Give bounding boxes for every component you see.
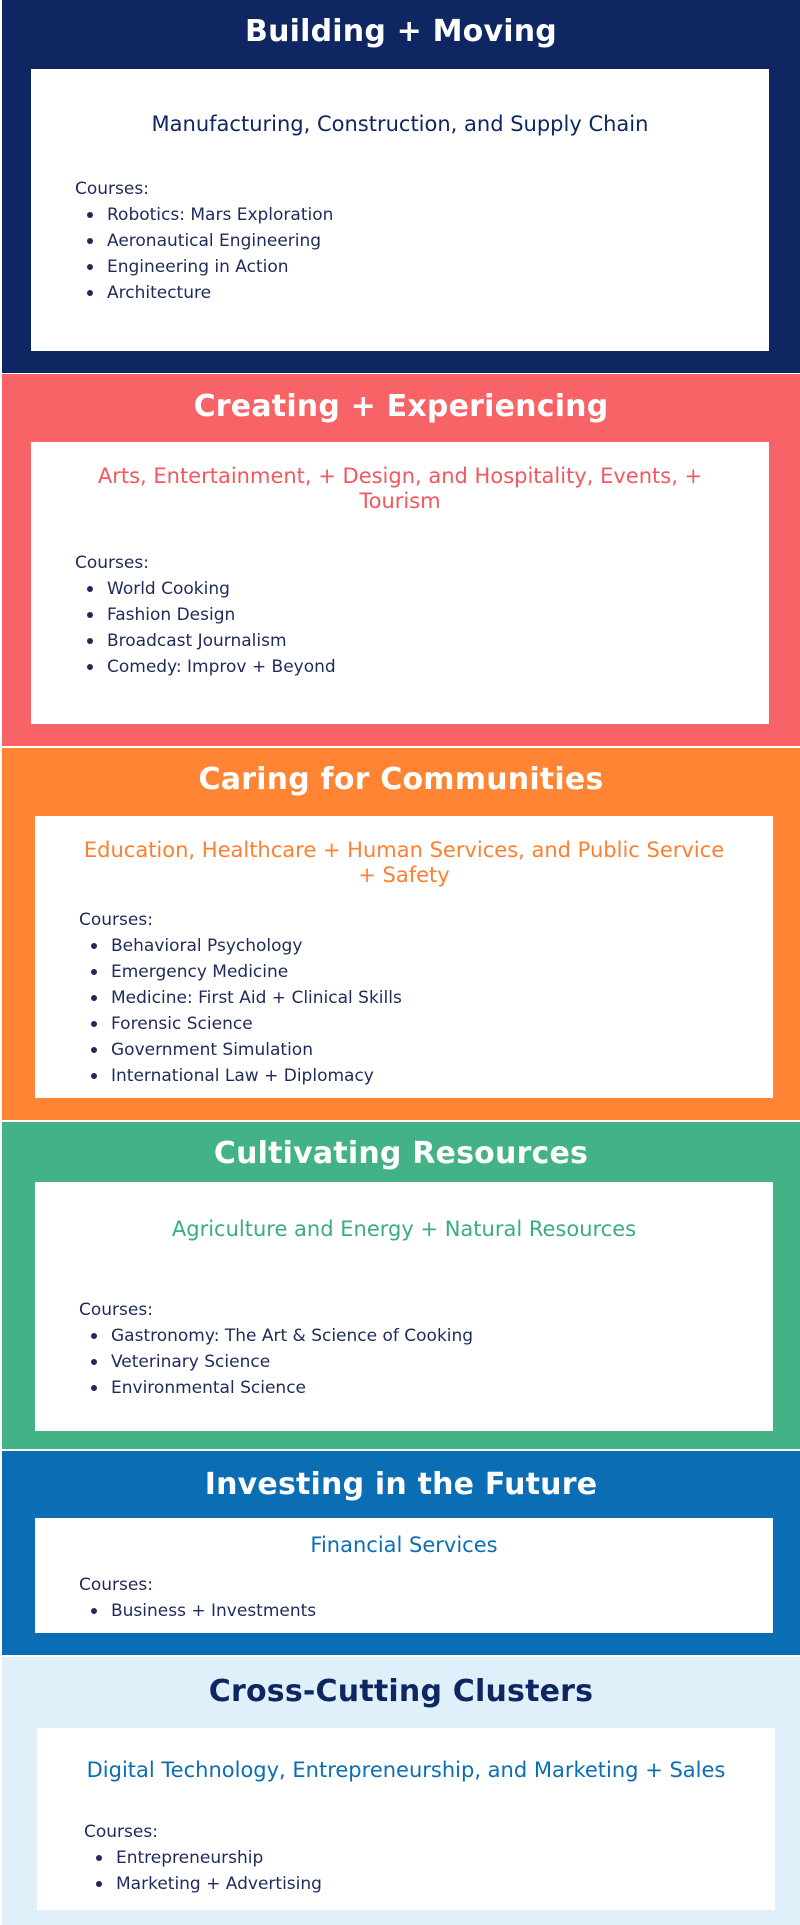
bullet-icon	[87, 586, 93, 592]
bullet-icon	[91, 995, 97, 1001]
bullet-icon	[87, 638, 93, 644]
courses-label: Courses:	[79, 1300, 153, 1320]
course-name: Gastronomy: The Art & Science of Cooking	[111, 1326, 474, 1346]
course-item	[75, 254, 333, 280]
course-name: Engineering in Action	[107, 257, 289, 277]
cluster-card	[37, 1728, 775, 1910]
cluster-title: Manufacturing, Construction, and Supply Chain	[151, 112, 649, 136]
course-name: Government Simulation	[111, 1040, 313, 1060]
course-item	[79, 1598, 316, 1624]
bullet-icon	[91, 1047, 97, 1053]
course-name: Marketing + Advertising	[116, 1874, 322, 1894]
course-list	[75, 202, 333, 306]
course-item	[79, 933, 402, 959]
course-name: Medicine: First Aid + Clinical Skills	[111, 988, 402, 1008]
cluster-title: Arts, Entertainment, + Design, and Hospitality, Events, + Tourism	[97, 464, 703, 513]
courses-label: Courses:	[75, 179, 149, 199]
courses-block	[79, 1297, 473, 1401]
course-list	[79, 933, 402, 1089]
course-name: Aeronautical Engineering	[107, 231, 322, 251]
bullet-icon	[96, 1855, 102, 1861]
course-name: Emergency Medicine	[111, 962, 289, 982]
course-name: Environmental Science	[111, 1378, 306, 1398]
courses-block	[75, 550, 336, 680]
course-name: World Cooking	[107, 579, 230, 599]
course-item	[75, 280, 333, 306]
cluster-card	[31, 442, 769, 724]
course-item	[79, 1349, 473, 1375]
cluster-card	[35, 1518, 773, 1633]
section-title: Creating + Experiencing	[193, 389, 609, 424]
section-title: Cross-Cutting Clusters	[208, 1674, 594, 1709]
courses-label: Courses:	[79, 1575, 153, 1595]
courses-block	[84, 1819, 322, 1897]
courses-label: Courses:	[75, 553, 149, 573]
bullet-icon	[91, 1333, 97, 1339]
cluster-title: Financial Services	[310, 1533, 498, 1557]
bullet-icon	[87, 612, 93, 618]
cluster-title: Education, Healthcare + Human Services, and Public Service + Safety	[83, 838, 725, 887]
bullet-icon	[91, 1359, 97, 1365]
course-item	[79, 1323, 473, 1349]
section-cross-cutting	[2, 1657, 800, 1925]
section-building-moving	[2, 0, 800, 373]
course-item	[75, 628, 336, 654]
course-name: Broadcast Journalism	[107, 631, 287, 651]
course-list	[84, 1845, 322, 1897]
course-name: Robotics: Mars Exploration	[107, 205, 334, 225]
bullet-icon	[87, 664, 93, 670]
course-name: Architecture	[107, 283, 212, 303]
course-item	[75, 576, 336, 602]
cluster-card	[35, 1182, 773, 1431]
course-item	[79, 959, 402, 985]
bullet-icon	[87, 238, 93, 244]
bullet-icon	[87, 290, 93, 296]
course-name: Comedy: Improv + Beyond	[107, 657, 336, 677]
courses-block	[79, 907, 402, 1089]
section-cultivating-resources	[2, 1122, 800, 1449]
section-title: Cultivating Resources	[213, 1136, 589, 1171]
course-item	[79, 1063, 402, 1089]
course-item	[79, 985, 402, 1011]
section-investing-future	[2, 1451, 800, 1655]
bullet-icon	[91, 969, 97, 975]
bullet-icon	[91, 1021, 97, 1027]
course-item	[75, 202, 333, 228]
course-name: Fashion Design	[107, 605, 236, 625]
course-name: Veterinary Science	[111, 1352, 271, 1372]
course-list	[79, 1598, 316, 1624]
course-name: Forensic Science	[111, 1014, 253, 1034]
bullet-icon	[91, 1073, 97, 1079]
course-item	[79, 1011, 402, 1037]
section-title: Investing in the Future	[204, 1467, 598, 1502]
section-creating-experiencing	[2, 374, 800, 746]
section-title: Building + Moving	[245, 14, 557, 49]
course-name: Business + Investments	[111, 1601, 317, 1621]
course-item	[84, 1845, 322, 1871]
course-item	[84, 1871, 322, 1897]
bullet-icon	[96, 1881, 102, 1887]
course-item	[75, 654, 336, 680]
courses-block	[79, 1572, 316, 1624]
cluster-card	[35, 816, 773, 1098]
cluster-card	[31, 69, 769, 351]
bullet-icon	[91, 1608, 97, 1614]
courses-block	[75, 176, 333, 306]
cluster-title: Agriculture and Energy + Natural Resources	[171, 1217, 637, 1241]
course-name: Entrepreneurship	[116, 1848, 264, 1868]
course-item	[75, 602, 336, 628]
bullet-icon	[87, 264, 93, 270]
course-item	[75, 228, 333, 254]
cluster-title: Digital Technology, Entrepreneurship, and Marketing + Sales	[86, 1758, 726, 1782]
course-item	[79, 1375, 473, 1401]
course-name: Behavioral Psychology	[111, 936, 303, 956]
section-title: Caring for Communities	[198, 762, 604, 797]
bullet-icon	[91, 943, 97, 949]
course-list	[79, 1323, 473, 1401]
courses-label: Courses:	[84, 1822, 158, 1842]
course-list	[75, 576, 336, 680]
course-item	[79, 1037, 402, 1063]
courses-label: Courses:	[79, 910, 153, 930]
bullet-icon	[87, 212, 93, 218]
course-name: International Law + Diplomacy	[111, 1066, 374, 1086]
section-caring-communities	[2, 748, 800, 1120]
bullet-icon	[91, 1385, 97, 1391]
